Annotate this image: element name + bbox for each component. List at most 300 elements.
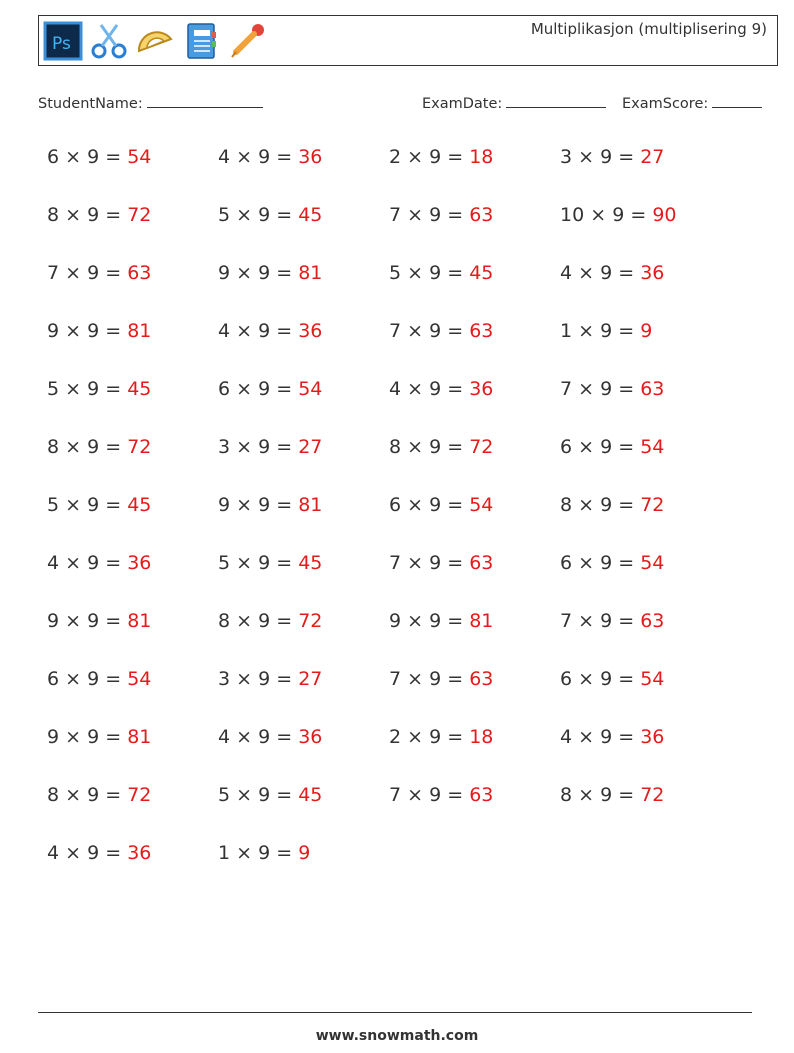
multiplicand: 2: [389, 726, 402, 748]
multiplicand: 5: [389, 262, 402, 284]
problem-item: [389, 668, 493, 690]
multiplicand: 5: [218, 552, 231, 574]
multiplicand: 8: [47, 436, 60, 458]
times-sign: ×: [236, 146, 253, 168]
multiplicand: 7: [389, 784, 402, 806]
multiplicand: 6: [47, 668, 60, 690]
answer: 27: [298, 668, 323, 690]
problem-item: [47, 204, 151, 226]
problem-item: [218, 378, 322, 400]
problem-item: [218, 204, 322, 226]
equals-sign: =: [276, 552, 293, 574]
equals-sign: =: [105, 726, 122, 748]
equals-sign: =: [618, 726, 635, 748]
equals-sign: =: [276, 378, 293, 400]
times-sign: ×: [236, 552, 253, 574]
multiplicand: 6: [47, 146, 60, 168]
multiplier: 9: [600, 552, 613, 574]
times-sign: ×: [236, 842, 253, 864]
answer: 63: [469, 320, 494, 342]
multiplier: 9: [87, 262, 100, 284]
answer: 81: [127, 320, 152, 342]
multiplicand: 8: [560, 494, 573, 516]
times-sign: ×: [65, 610, 82, 632]
times-sign: ×: [236, 668, 253, 690]
equals-sign: =: [618, 610, 635, 632]
problem-item: [218, 146, 322, 168]
multiplicand: 5: [47, 494, 60, 516]
equals-sign: =: [105, 842, 122, 864]
notebook-icon: [181, 21, 221, 61]
answer: 81: [298, 494, 323, 516]
equals-sign: =: [618, 378, 635, 400]
answer: 45: [469, 262, 494, 284]
problem-item: [47, 842, 151, 864]
times-sign: ×: [407, 552, 424, 574]
multiplier: 9: [429, 320, 442, 342]
answer: 63: [127, 262, 152, 284]
answer: 72: [640, 494, 665, 516]
answer: 45: [298, 204, 323, 226]
answer: 36: [469, 378, 494, 400]
equals-sign: =: [447, 668, 464, 690]
multiplier: 9: [87, 610, 100, 632]
problem-item: [389, 146, 493, 168]
equals-sign: =: [447, 204, 464, 226]
answer: 36: [640, 726, 665, 748]
problem-item: [560, 262, 664, 284]
multiplier: 9: [87, 784, 100, 806]
times-sign: ×: [407, 436, 424, 458]
problem-item: [389, 320, 493, 342]
multiplicand: 4: [47, 842, 60, 864]
equals-sign: =: [276, 436, 293, 458]
equals-sign: =: [105, 204, 122, 226]
multiplicand: 3: [218, 668, 231, 690]
multiplicand: 3: [218, 436, 231, 458]
multiplicand: 7: [560, 610, 573, 632]
problem-item: [389, 784, 493, 806]
problem-item: [389, 204, 493, 226]
multiplicand: 6: [560, 668, 573, 690]
multiplicand: 1: [560, 320, 573, 342]
answer: 54: [298, 378, 323, 400]
times-sign: ×: [65, 842, 82, 864]
problem-item: [218, 320, 322, 342]
icon-strip: [43, 20, 267, 62]
multiplier: 9: [258, 262, 271, 284]
answer: 54: [640, 668, 665, 690]
multiplier: 9: [429, 610, 442, 632]
multiplicand: 5: [218, 204, 231, 226]
equals-sign: =: [105, 146, 122, 168]
multiplicand: 6: [560, 552, 573, 574]
multiplier: 9: [429, 494, 442, 516]
problem-item: [218, 842, 310, 864]
multiplier: 9: [258, 610, 271, 632]
multiplicand: 8: [389, 436, 402, 458]
multiplier: 9: [258, 146, 271, 168]
problem-item: [560, 436, 664, 458]
answer: 72: [127, 204, 152, 226]
multiplicand: 4: [218, 320, 231, 342]
multiplicand: 3: [560, 146, 573, 168]
multiplicand: 4: [389, 378, 402, 400]
equals-sign: =: [447, 320, 464, 342]
times-sign: ×: [578, 668, 595, 690]
equals-sign: =: [618, 552, 635, 574]
times-sign: ×: [578, 262, 595, 284]
problem-item: [560, 494, 664, 516]
times-sign: ×: [65, 726, 82, 748]
multiplier: 9: [87, 842, 100, 864]
answer: 36: [640, 262, 665, 284]
equals-sign: =: [276, 726, 293, 748]
problem-item: [389, 494, 493, 516]
answer: 72: [298, 610, 323, 632]
equals-sign: =: [276, 494, 293, 516]
answer: 54: [640, 436, 665, 458]
multiplier: 9: [600, 320, 613, 342]
times-sign: ×: [236, 204, 253, 226]
exam-score-blank[interactable]: [712, 93, 762, 108]
multiplicand: 7: [47, 262, 60, 284]
times-sign: ×: [407, 378, 424, 400]
equals-sign: =: [105, 668, 122, 690]
multiplicand: 9: [389, 610, 402, 632]
multiplicand: 8: [47, 204, 60, 226]
answer: 63: [469, 668, 494, 690]
answer: 36: [298, 726, 323, 748]
multiplicand: 6: [389, 494, 402, 516]
eyedropper-icon: [227, 21, 267, 61]
times-sign: ×: [236, 320, 253, 342]
multiplier: 9: [429, 784, 442, 806]
exam-date-blank[interactable]: [506, 93, 606, 108]
equals-sign: =: [105, 378, 122, 400]
exam-date-field: [422, 93, 606, 112]
times-sign: ×: [578, 146, 595, 168]
equals-sign: =: [276, 610, 293, 632]
equals-sign: =: [105, 494, 122, 516]
answer: 81: [127, 610, 152, 632]
equals-sign: =: [276, 320, 293, 342]
times-sign: ×: [578, 552, 595, 574]
multiplier: 9: [600, 610, 613, 632]
multiplier: 9: [87, 494, 100, 516]
times-sign: ×: [590, 204, 607, 226]
times-sign: ×: [65, 146, 82, 168]
answer: 72: [127, 784, 152, 806]
answer: 81: [469, 610, 494, 632]
multiplicand: 9: [47, 320, 60, 342]
multiplier: 9: [429, 378, 442, 400]
equals-sign: =: [276, 204, 293, 226]
multiplier: 9: [87, 204, 100, 226]
answer: 63: [640, 610, 665, 632]
protractor-icon: [135, 21, 175, 61]
multiplier: 9: [429, 146, 442, 168]
multiplier: 9: [600, 436, 613, 458]
problem-item: [389, 378, 493, 400]
times-sign: ×: [236, 726, 253, 748]
multiplier: 9: [258, 436, 271, 458]
problem-item: [47, 784, 151, 806]
times-sign: ×: [407, 320, 424, 342]
answer: 63: [469, 784, 494, 806]
answer: 9: [298, 842, 311, 864]
multiplicand: 8: [560, 784, 573, 806]
ps-icon-label: Ps: [52, 34, 71, 54]
times-sign: ×: [578, 784, 595, 806]
exam-score-label: ExamScore:: [622, 96, 709, 112]
times-sign: ×: [65, 494, 82, 516]
problem-item: [389, 726, 493, 748]
problem-item: [218, 668, 322, 690]
multiplier: 9: [87, 668, 100, 690]
equals-sign: =: [276, 262, 293, 284]
multiplicand: 9: [218, 262, 231, 284]
equals-sign: =: [447, 552, 464, 574]
problem-item: [218, 552, 322, 574]
problem-item: [218, 610, 322, 632]
problem-item: [218, 262, 322, 284]
multiplicand: 2: [389, 146, 402, 168]
times-sign: ×: [236, 262, 253, 284]
multiplier: 9: [87, 726, 100, 748]
multiplier: 9: [258, 378, 271, 400]
problem-item: [560, 146, 664, 168]
exam-score-field: [622, 93, 762, 112]
multiplicand: 7: [389, 552, 402, 574]
times-sign: ×: [236, 378, 253, 400]
times-sign: ×: [407, 784, 424, 806]
equals-sign: =: [447, 146, 464, 168]
times-sign: ×: [578, 494, 595, 516]
answer: 36: [298, 320, 323, 342]
multiplicand: 6: [218, 378, 231, 400]
equals-sign: =: [630, 204, 647, 226]
multiplier: 9: [258, 842, 271, 864]
multiplier: 9: [87, 436, 100, 458]
multiplier: 9: [429, 262, 442, 284]
multiplicand: 4: [47, 552, 60, 574]
times-sign: ×: [236, 784, 253, 806]
times-sign: ×: [65, 378, 82, 400]
answer: 45: [298, 552, 323, 574]
times-sign: ×: [578, 320, 595, 342]
answer: 54: [469, 494, 494, 516]
answer: 90: [652, 204, 677, 226]
answer: 63: [640, 378, 665, 400]
multiplier: 9: [258, 552, 271, 574]
equals-sign: =: [447, 378, 464, 400]
answer: 63: [469, 552, 494, 574]
equals-sign: =: [276, 146, 293, 168]
problem-item: [218, 494, 322, 516]
equals-sign: =: [276, 842, 293, 864]
equals-sign: =: [447, 610, 464, 632]
problem-item: [47, 436, 151, 458]
times-sign: ×: [407, 146, 424, 168]
problem-item: [47, 552, 151, 574]
times-sign: ×: [236, 436, 253, 458]
equals-sign: =: [105, 552, 122, 574]
multiplicand: 8: [218, 610, 231, 632]
student-name-label: StudentName:: [38, 96, 143, 112]
answer: 72: [469, 436, 494, 458]
times-sign: ×: [65, 320, 82, 342]
answer: 27: [640, 146, 665, 168]
multiplicand: 7: [389, 320, 402, 342]
equals-sign: =: [618, 494, 635, 516]
answer: 54: [127, 146, 152, 168]
times-sign: ×: [578, 436, 595, 458]
problem-item: [47, 610, 151, 632]
times-sign: ×: [407, 494, 424, 516]
problem-item: [389, 436, 493, 458]
equals-sign: =: [105, 436, 122, 458]
multiplier: 9: [600, 726, 613, 748]
answer: 36: [127, 552, 152, 574]
times-sign: ×: [407, 610, 424, 632]
times-sign: ×: [65, 668, 82, 690]
answer: 45: [127, 378, 152, 400]
student-name-blank[interactable]: [147, 93, 263, 108]
answer: 72: [640, 784, 665, 806]
multiplier: 9: [429, 668, 442, 690]
problem-item: [560, 320, 652, 342]
times-sign: ×: [407, 204, 424, 226]
multiplier: 9: [258, 320, 271, 342]
multiplier: 9: [258, 494, 271, 516]
multiplier: 9: [429, 552, 442, 574]
multiplicand: 5: [218, 784, 231, 806]
equals-sign: =: [618, 784, 635, 806]
multiplier: 9: [600, 146, 613, 168]
multiplicand: 9: [218, 494, 231, 516]
answer: 81: [298, 262, 323, 284]
equals-sign: =: [276, 784, 293, 806]
multiplicand: 4: [560, 726, 573, 748]
answer: 9: [640, 320, 653, 342]
multiplier: 9: [87, 552, 100, 574]
equals-sign: =: [447, 784, 464, 806]
answer: 18: [469, 146, 494, 168]
footer-divider: [38, 1012, 752, 1013]
answer: 45: [127, 494, 152, 516]
problem-item: [560, 726, 664, 748]
times-sign: ×: [578, 378, 595, 400]
multiplicand: 8: [47, 784, 60, 806]
times-sign: ×: [578, 726, 595, 748]
multiplier: 9: [600, 494, 613, 516]
problem-item: [47, 668, 151, 690]
student-name-field: [38, 93, 263, 112]
problem-item: [389, 262, 493, 284]
problem-item: [218, 726, 322, 748]
equals-sign: =: [618, 320, 635, 342]
multiplicand: 4: [560, 262, 573, 284]
answer: 36: [127, 842, 152, 864]
multiplier: 9: [600, 378, 613, 400]
problem-item: [47, 262, 151, 284]
problem-item: [47, 494, 151, 516]
problem-item: [47, 146, 151, 168]
multiplier: 9: [600, 784, 613, 806]
multiplicand: 9: [47, 726, 60, 748]
problem-item: [47, 320, 151, 342]
times-sign: ×: [407, 262, 424, 284]
multiplicand: 1: [218, 842, 231, 864]
multiplier: 9: [87, 378, 100, 400]
times-sign: ×: [407, 726, 424, 748]
multiplicand: 7: [389, 204, 402, 226]
times-sign: ×: [65, 436, 82, 458]
problem-item: [218, 784, 322, 806]
exam-date-label: ExamDate:: [422, 96, 503, 112]
equals-sign: =: [618, 436, 635, 458]
problem-item: [560, 378, 664, 400]
multiplier: 9: [258, 726, 271, 748]
multiplicand: 10: [560, 204, 585, 226]
scissors-icon: [89, 21, 129, 61]
problem-item: [560, 552, 664, 574]
multiplier: 9: [612, 204, 625, 226]
multiplier: 9: [429, 436, 442, 458]
equals-sign: =: [618, 146, 635, 168]
times-sign: ×: [236, 494, 253, 516]
worksheet-title: Multiplikasjon (multiplisering 9): [530, 20, 767, 38]
problem-item: [389, 610, 493, 632]
multiplier: 9: [600, 668, 613, 690]
problem-item: [560, 784, 664, 806]
answer: 27: [298, 436, 323, 458]
multiplier: 9: [429, 204, 442, 226]
multiplier: 9: [87, 320, 100, 342]
answer: 72: [127, 436, 152, 458]
answer: 63: [469, 204, 494, 226]
problem-item: [47, 378, 151, 400]
answer: 45: [298, 784, 323, 806]
equals-sign: =: [105, 784, 122, 806]
multiplicand: 7: [389, 668, 402, 690]
equals-sign: =: [618, 262, 635, 284]
multiplier: 9: [600, 262, 613, 284]
times-sign: ×: [65, 784, 82, 806]
times-sign: ×: [578, 610, 595, 632]
equals-sign: =: [447, 262, 464, 284]
multiplier: 9: [429, 726, 442, 748]
photoshop-icon: [43, 21, 83, 61]
multiplier: 9: [87, 146, 100, 168]
problem-item: [560, 204, 677, 226]
multiplicand: 4: [218, 146, 231, 168]
problem-item: [218, 436, 322, 458]
problem-item: [389, 552, 493, 574]
multiplicand: 6: [560, 436, 573, 458]
times-sign: ×: [65, 552, 82, 574]
problem-item: [560, 610, 664, 632]
equals-sign: =: [105, 610, 122, 632]
answer: 54: [127, 668, 152, 690]
equals-sign: =: [618, 668, 635, 690]
multiplicand: 7: [560, 378, 573, 400]
footer-url: www.snowmath.com: [315, 1028, 479, 1044]
equals-sign: =: [447, 436, 464, 458]
multiplier: 9: [258, 668, 271, 690]
equals-sign: =: [105, 262, 122, 284]
